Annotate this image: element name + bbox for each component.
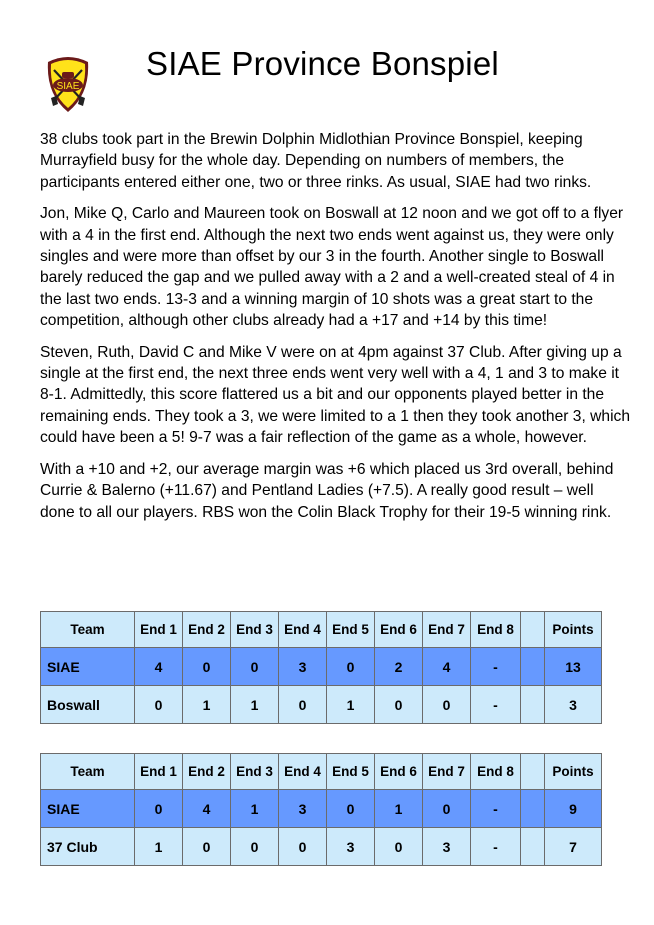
siae-club-crest-logo [44,54,92,114]
table-row [41,648,602,686]
team-cell: 37 Club [41,828,135,866]
table-header-row [41,612,602,648]
end-cell: 0 [423,790,471,828]
end-cell: 0 [183,648,231,686]
end-cell: 3 [327,828,375,866]
end-cell: 1 [231,790,279,828]
header-cell: Points [545,612,602,648]
header-cell: End 1 [135,612,183,648]
header-cell: End 7 [423,754,471,790]
team-cell: Boswall [41,686,135,724]
table-row [41,790,602,828]
end-cell: 1 [375,790,423,828]
article-body [40,129,630,533]
header-cell [521,754,545,790]
end-cell: 4 [423,648,471,686]
end-cell: 1 [231,686,279,724]
logo-text: SIAE [56,81,80,92]
score-table-siae-vs-boswall [40,611,602,724]
header-cell: End 7 [423,612,471,648]
end-cell: 3 [423,828,471,866]
score-table-siae-vs-37-club [40,753,602,866]
paragraph: 38 clubs took part in the Brewin Dolphin Midlothian Province Bonspiel, keeping Murrayfield busy for the whole day. Depending on numbers of members, the participants entered either one, two or three rinks. As usual, SIAE had two rinks. [40,131,592,191]
header-cell: End 2 [183,612,231,648]
team-cell: SIAE [41,648,135,686]
end-cell: 0 [327,648,375,686]
header-cell: End 5 [327,612,375,648]
end-cell: 3 [279,648,327,686]
end-cell: - [471,648,521,686]
points-cell: 7 [545,828,602,866]
header-cell: End 2 [183,754,231,790]
end-cell: 2 [375,648,423,686]
end-cell: 0 [327,790,375,828]
points-cell: 13 [545,648,602,686]
header-cell: End 8 [471,612,521,648]
paragraph: Steven, Ruth, David C and Mike V were on at 4pm against 37 Club. After giving up a single at the first end, the next three ends went very well with a 4, 1 and 3 to make it 8-1. Admittedly, this score flattered us a bit and our opponents played better in the remaining ends. They took a 3, we were limited to a 1 then they took another 3, which could have been a 5! 9-7 was a fair reflection of the game as a whole, however. [40,343,631,447]
end-cell: 3 [279,790,327,828]
end-cell: 0 [423,686,471,724]
header-cell: End 6 [375,754,423,790]
header-cell [521,612,545,648]
points-cell: 3 [545,686,602,724]
header-cell: End 3 [231,612,279,648]
end-cell: 1 [183,686,231,724]
end-cell: 4 [183,790,231,828]
end-cell: 0 [279,686,327,724]
end-cell: 1 [327,686,375,724]
blank-cell [521,648,545,686]
end-cell: 0 [375,828,423,866]
blank-cell [521,828,545,866]
end-cell: 1 [135,828,183,866]
header-cell: End 1 [135,754,183,790]
end-cell: 4 [135,648,183,686]
header-cell: End 3 [231,754,279,790]
header-cell: End 4 [279,754,327,790]
end-cell: - [471,828,521,866]
header-cell: End 4 [279,612,327,648]
header-cell: End 6 [375,612,423,648]
end-cell: 0 [279,828,327,866]
table-row [41,686,602,724]
page-title: SIAE Province Bonspiel [146,45,499,82]
header-cell: Team [41,612,135,648]
paragraph: Jon, Mike Q, Carlo and Maureen took on Boswall at 12 noon and we got off to a flyer with a 4 in the first end. Although the next two ends went against us, they were only singles and were more than offset by our 3 in the fourth. Another single to Boswall barely reduced the gap and we pulled away with a 2 and a well-created steal of 4 in the last two ends. 13-3 and a winning margin of 10 shots was a great start to the competition, although other clubs already had a +17 and +14 by this time! [40,205,624,330]
paragraph: With a +10 and +2, our average margin was +6 which placed us 3rd overall, behind Currie & Balerno (+11.67) and Pentland Ladies (+7.5). A really good result – well done to all our players. RBS won the Colin Black Trophy for their 19-5 winning rink. [40,460,614,521]
header-cell: End 8 [471,754,521,790]
header-cell: Points [545,754,602,790]
end-cell: 0 [183,828,231,866]
end-cell: - [471,790,521,828]
table-header-row [41,754,602,790]
end-cell: 0 [135,686,183,724]
blank-cell [521,686,545,724]
end-cell: 0 [375,686,423,724]
end-cell: 0 [231,828,279,866]
end-cell: - [471,686,521,724]
end-cell: 0 [231,648,279,686]
blank-cell [521,790,545,828]
team-cell: SIAE [41,790,135,828]
table-row [41,828,602,866]
header-cell: End 5 [327,754,375,790]
points-cell: 9 [545,790,602,828]
header-cell: Team [41,754,135,790]
end-cell: 0 [135,790,183,828]
